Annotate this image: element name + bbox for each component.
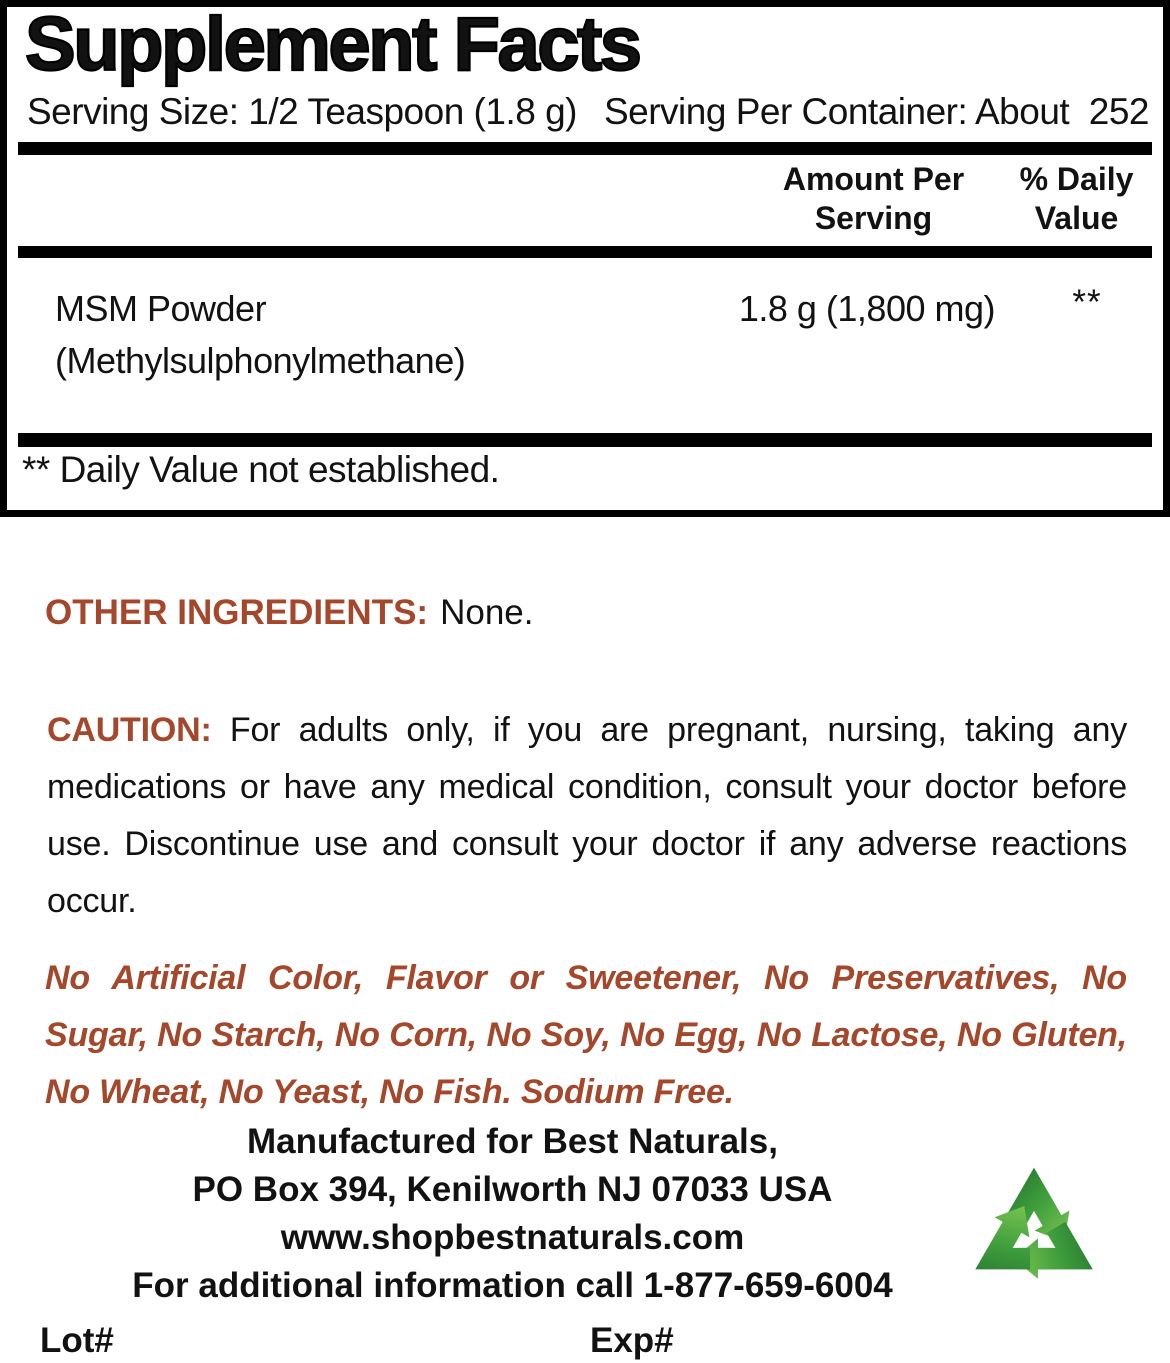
caution-label: CAUTION:: [47, 711, 212, 749]
manufacturer-block: [10, 1118, 1015, 1310]
servings-per-container: Serving Per Container: About 252: [603, 91, 1149, 132]
column-header-amount-line2: Serving: [814, 200, 933, 236]
serving-size: Serving Size: 1/2 Teaspoon (1.8 g): [27, 91, 577, 132]
column-header-dv-line1: % Daily: [1019, 161, 1134, 197]
ingredient-daily-value: **: [1072, 283, 1102, 322]
daily-value-footnote: ** Daily Value not established.: [22, 449, 500, 490]
exp-date-label: Exp#: [590, 1321, 674, 1360]
column-header-daily-value: [999, 160, 1154, 238]
serving-row: [27, 93, 1149, 130]
column-header-dv-line2: Value: [1034, 200, 1119, 236]
ingredient-name: MSM Powder: [55, 288, 267, 329]
manufacturer-website: www.shopbestnaturals.com: [280, 1218, 745, 1257]
other-ingredients-label: OTHER INGREDIENTS:: [45, 593, 429, 632]
other-ingredients-row: [45, 593, 533, 633]
manufacturer-phone: For additional information call 1-877-659-6004: [132, 1266, 893, 1305]
free-of-claims: No Artificial Color, Flavor or Sweetener, No Preservatives, No Sugar, No Starch, No Corn, No Soy, No Egg, No Lactose, No Gluten, No Wheat, No Yeast, No Fish. Sodium Free.: [45, 959, 1127, 1111]
divider-bar-bottom: [18, 433, 1152, 447]
caution-paragraph: [47, 702, 1127, 930]
column-header-amount: [766, 160, 981, 238]
ingredient-amount: 1.8 g (1,800 mg): [738, 288, 995, 329]
recycle-icon: [938, 1143, 1130, 1328]
lot-number-label: Lot#: [40, 1321, 114, 1360]
panel-title: Supplement Facts: [25, 2, 640, 87]
manufacturer-address: PO Box 394, Kenilworth NJ 07033 USA: [192, 1170, 833, 1209]
divider-bar-header: [18, 246, 1152, 258]
divider-bar-top: [18, 142, 1152, 155]
other-ingredients-value: None.: [440, 593, 534, 632]
manufacturer-line: Manufactured for Best Naturals,: [247, 1122, 778, 1161]
supplement-facts-panel: [0, 0, 1170, 517]
ingredient-chemical-name: (Methylsulphonylmethane): [55, 340, 466, 381]
caution-text: For adults only, if you are pregnant, nursing, taking any medications or have any medical condition, consult your doctor before use. Discontinue use and consult your doctor if any adverse reactions occur.: [47, 711, 1127, 920]
column-header-amount-line1: Amount Per: [782, 161, 965, 197]
